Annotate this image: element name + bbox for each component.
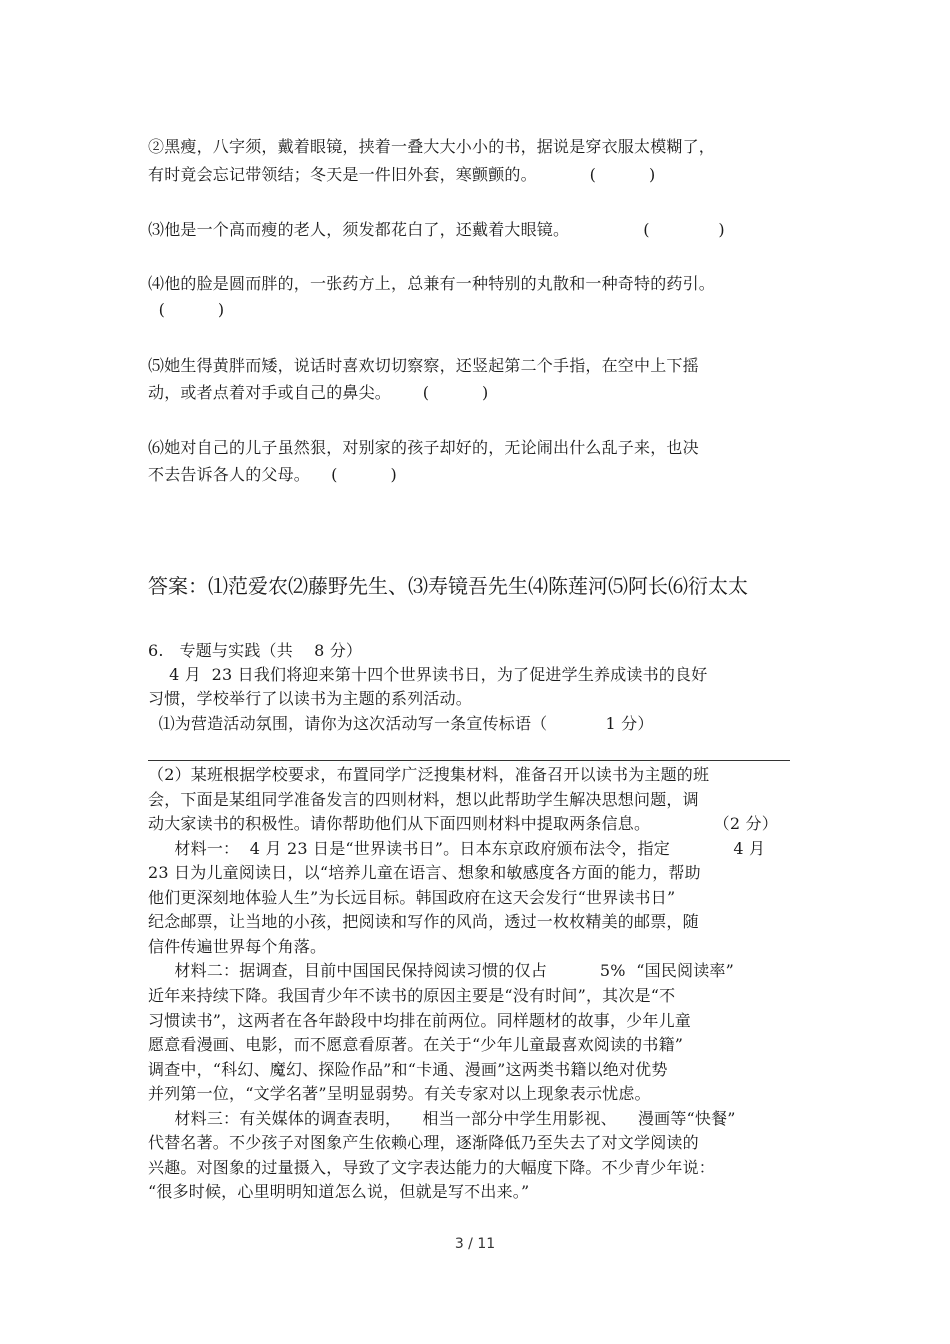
question-3-line-1: ⑶他是一个高而瘦的老人，须发都花白了，还戴着大眼镜。 ( ) [148,220,725,239]
material-1-line-2: 23 日为儿童阅读日，以“培养儿童在语言、想象和敏感度各方面的能力，帮助 [148,863,701,882]
material-2-line-6: 并列第一位，“文学名著”呈明显弱势。有关专家对以上现象表示忧虑。 [148,1084,651,1103]
answer-line: 答案：⑴范爱农⑵藤野先生、⑶寿镜吾先生⑷陈莲河⑸阿长⑹衍太太 [148,574,748,598]
section-6-intro-line-1: 4 月 23 日我们将迎来第十四个世界读书日，为了促进学生养成读书的良好 [148,665,708,684]
material-2-line-2: 近年来持续下降。我国青少年不读书的原因主要是“没有时间”，其次是“不 [148,986,676,1005]
answer-blank-line [148,760,790,761]
material-2-line-1: 材料二：据调查，目前中国国民保持阅读习惯的仅占 5% “国民阅读率” [148,961,735,980]
material-1-line-1: 材料一： 4 月 23 日是“世界读书日”。日本东京政府颁布法令，指定 4 月 [148,839,766,858]
material-1-line-5: 信件传遍世界每个角落。 [148,937,327,956]
question-5-line-2: 动，或者点着对手或自己的鼻尖。 ( ) [148,383,489,402]
material-1-line-3: 他们更深刻地体验人生”为长远目标。韩国政府在这天会发行“世界读书日” [148,888,676,907]
section-6-intro-line-2: 习惯，学校举行了以读书为主题的系列活动。 [148,689,473,708]
question-6-2-line-1: （2）某班根据学校要求，布置同学广泛搜集材料，准备召开以读书为主题的班 [148,765,710,784]
section-6-intro-line-3: ⑴为营造活动氛围，请你为这次活动写一条宣传标语（ 1 分） [148,714,654,733]
material-2-line-4: 愿意看漫画、电影，而不愿意看原著。在关于“少年儿童最喜欢阅读的书籍” [148,1035,684,1054]
question-6-line-1: ⑹她对自己的儿子虽然狠，对别家的孩子却好的，无论闹出什么乱子来，也决 [148,438,699,457]
section-6-heading: 6. 专题与实践（共 8 分） [148,641,363,660]
question-6-2-line-3: 动大家读书的积极性。请你帮助他们从下面四则材料中提取两条信息。 （2 分） [148,814,778,833]
question-5-line-1: ⑸她生得黄胖而矮，说话时喜欢切切察察，还竖起第二个手指，在空中上下摇 [148,356,699,375]
question-2-line-1: ②黑瘦，八字须，戴着眼镜，挟着一叠大大小小的书，据说是穿衣服太模糊了， [148,137,716,156]
question-4-line-2: ( ) [148,300,225,319]
material-3-line-4: “很多时候，心里明明知道怎么说，但就是写不出来。” [148,1182,530,1201]
material-3-line-3: 兴趣。对图象的过量摄入，导致了文字表达能力的大幅度下降。不少青少年说： [148,1158,716,1177]
page-number: 3 / 11 [454,1236,496,1252]
material-1-line-4: 纪念邮票，让当地的小孩，把阅读和写作的风尚，透过一枚枚精美的邮票，随 [148,912,699,931]
question-6-2-line-2: 会，下面是某组同学准备发言的四则材料，想以此帮助学生解决思想问题，调 [148,790,699,809]
material-3-line-2: 代替名著。不少孩子对图象产生依赖心理，逐渐降低乃至失去了对文学阅读的 [148,1133,699,1152]
material-3-line-1: 材料三：有关媒体的调查表明， 相当一部分中学生用影视、 漫画等“快餐” [148,1109,736,1128]
question-4-line-1: ⑷他的脸是圆而胖的，一张药方上，总兼有一种特别的丸散和一种奇特的药引。 [148,274,716,293]
question-6-line-2: 不去告诉各人的父母。 ( ) [148,465,397,484]
question-2-line-2: 有时竟会忘记带领结；冬天是一件旧外套，寒颤颤的。 ( ) [148,165,656,184]
material-2-line-3: 习惯读书”，这两者在各年龄段中均排在前两位。同样题材的故事，少年儿童 [148,1011,691,1030]
material-2-line-5: 调查中，“科幻、魔幻、探险作品”和“卡通、漫画”这两类书籍以绝对优势 [148,1060,668,1079]
